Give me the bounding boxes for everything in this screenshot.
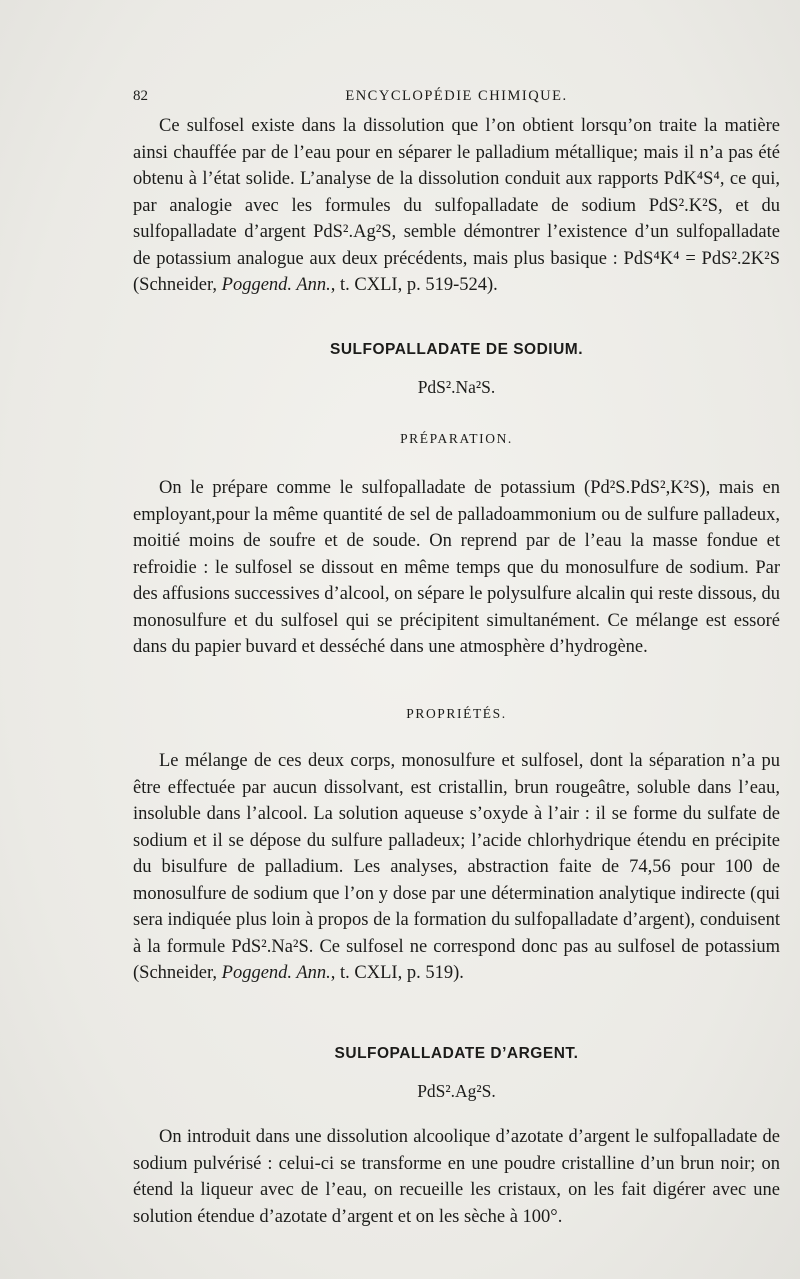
silver-formula: PdS².Ag²S. <box>417 1081 496 1101</box>
properties-paragraph <box>133 748 780 987</box>
page-header <box>133 88 780 110</box>
preparation-paragraph <box>133 475 780 661</box>
running-title: ENCYCLOPÉDIE CHIMIQUE. <box>345 88 568 104</box>
intro-citation: , t. CXLI, p. 519-524). <box>330 275 498 295</box>
properties-text: Le mélange de ces deux corps, monosulfure et sulfosel, dont la séparation n’a pu être effectuée par aucun dissolvant, est cristallin, brun rougeâtre, soluble dans l’eau, insoluble dans l’alcool. La solution aqueuse s’oxyde à l’air : il se forme du sulfate de sodium et il se dépose du sulfure palladeux; l’acide chlorhydrique étendu en précipite du bisulfure de palladium. Les analyses, abstraction faite de 74,56 pour 100 de monosulfure de sodium que l’on y dose par une détermination analytique indirecte (qui sera indiquée plus loin à propos de la formation du sulfopalladate d’argent), conduisent à la formule PdS².Na²S. Ce sulfosel ne correspond donc pas au sulfosel de potassium (Schneider, <box>133 751 780 983</box>
sodium-section-title: SULFOPALLADATE DE SODIUM. <box>329 341 584 358</box>
intro-text: Ce sulfosel existe dans la dissolution que l’on obtient lorsqu’on traite la matière ainsi chauffée par de l’eau pour en séparer le palladium métallique; mais il n’a pas été obtenu à l’état solide. L’analyse de la dissolution conduit aux rapports PdK⁴S⁴, ce qui, par analogie avec les formules du sulfopalladate de sodium PdS².K²S, et du sulfopalladate d’argent PdS².Ag²S, semble démontrer l’existence d’un sulfopalladate de potassium analogue aux deux précédents, mais plus basique : PdS⁴K⁴ = PdS².2K²S (Schneider, <box>133 116 780 295</box>
silver-section-title: SULFOPALLADATE D’ARGENT. <box>334 1045 579 1062</box>
silver-paragraph <box>133 1124 780 1230</box>
page-number: 82 <box>133 88 148 104</box>
properties-heading: PROPRIÉTÉS. <box>406 706 507 721</box>
properties-journal: Poggend. Ann. <box>221 963 331 983</box>
intro-paragraph <box>133 113 780 299</box>
preparation-text: On le prépare comme le sulfopalladate de potassium (Pd²S.PdS²,K²S), mais en employant,pour la même quantité de sel de palladoammonium ou de sulfure palladeux, moitié moins de soufre et de soude. On reprend par de l’eau la masse fondue et refroidie : le sulfosel se dissout en même temps que du monosulfure de sodium. Par des affusions successives d’alcool, on sépare le polysulfure alcalin qui reste dissous, du monosulfure et du sulfosel qui se précipitent simultanément. Ce mélange est essoré dans du papier buvard et desséché dans une atmosphère d’hydrogène. <box>133 478 781 657</box>
intro-journal: Poggend. Ann. <box>221 275 331 295</box>
properties-citation: , t. CXLI, p. 519). <box>330 963 464 983</box>
sodium-formula: PdS².Na²S. <box>417 377 496 397</box>
silver-text: On introduit dans une dissolution alcoolique d’azotate d’argent le sulfopalladate de sodium pulvérisé : celui-ci se transforme en une poudre cristalline d’un brun noir; on étend la liqueur avec de l’eau, on recueille les cristaux, on les fait digérer avec une solution étendue d’azotate d’argent et on les sèche à 100°. <box>133 1127 780 1227</box>
preparation-heading: PRÉPARATION. <box>400 431 513 446</box>
